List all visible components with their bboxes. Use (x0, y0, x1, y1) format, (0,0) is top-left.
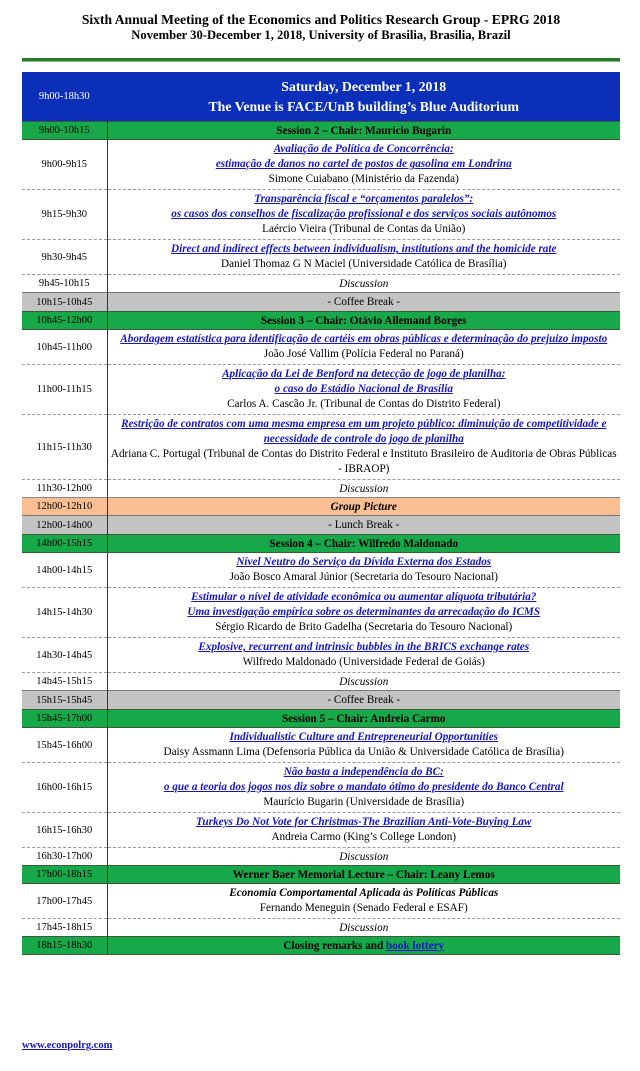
website-link[interactable]: www.econpolrg.com (22, 1040, 113, 1051)
session-row (22, 312, 620, 330)
discussion-label: Discussion (339, 675, 389, 688)
time-cell: 10h45-12h00 (22, 312, 107, 330)
discussion-label: Discussion (339, 277, 389, 290)
document-header (22, 12, 620, 43)
time-cell: 14h45-15h15 (22, 673, 107, 691)
talk-author: Daisy Assmann Lima (Defensoria Pública da União & Universidade Católica de Brasília) (163, 746, 564, 758)
paper-link[interactable]: Explosive, recurrent and intrinsic bubbles in the BRICS exchange rates (198, 641, 530, 653)
time-cell: 16h15-16h30 (22, 813, 107, 848)
paper-link[interactable]: Avaliação de Política de Concorrência: (273, 143, 454, 155)
time-cell: 15h45-17h00 (22, 710, 107, 728)
talk-cell (107, 588, 620, 638)
talk-author: Adriana C. Portugal (Tribunal de Contas do Distrito Federal e Instituto Brasileiro de Auditoria de Obras Públicas - IBRAOP) (110, 448, 617, 475)
discussion-row (22, 848, 620, 866)
talk-cell (107, 415, 620, 480)
discussion-label: Discussion (339, 850, 389, 863)
time-cell: 11h15-11h30 (22, 415, 107, 480)
time-cell: 9h45-10h15 (22, 275, 107, 293)
paper-link[interactable]: Aplicação da Lei de Benford na detecção de jogo de planilha: (222, 368, 506, 380)
paper-link[interactable]: Uma investigação empírica sobre os determinantes da arrecadação do ICMS (187, 606, 541, 618)
session-row (22, 710, 620, 728)
talk-row (22, 813, 620, 848)
time-cell: 18h15-18h30 (22, 937, 107, 955)
session-label: Session 4 – Chair: Wilfredo Maldonado (107, 535, 620, 553)
time-cell: 17h00-18h15 (22, 866, 107, 884)
paper-link[interactable]: o caso do Estádio Nacional de Brasília (274, 383, 453, 395)
talk-cell (107, 140, 620, 190)
talk-author: Laércio Vieira (Tribunal de Contas da União) (262, 223, 466, 235)
coffee-break-row (22, 691, 620, 710)
time-cell: 9h30-9h45 (22, 240, 107, 275)
time-cell: 10h15-10h45 (22, 293, 107, 312)
lunch-break-row (22, 516, 620, 535)
time-cell: 14h30-14h45 (22, 638, 107, 673)
session-row (22, 122, 620, 140)
paper-link[interactable]: Turkeys Do Not Vote for Christmas-The Brazilian Anti-Vote-Buying Law (196, 816, 532, 828)
closing-cell (107, 937, 620, 955)
discussion-row (22, 673, 620, 691)
paper-link[interactable]: Nível Neutro do Serviço da Dívida Externa dos Estados (236, 556, 492, 568)
talk-cell (107, 638, 620, 673)
session-label: Session 3 – Chair: Otávio Allemand Borges (107, 312, 620, 330)
time-cell: 12h00-14h00 (22, 516, 107, 535)
time-cell: 15h45-16h00 (22, 728, 107, 763)
talk-cell (107, 763, 620, 813)
talk-author: Andreia Carmo (King’s College London) (271, 831, 457, 843)
lecture-row (22, 866, 620, 884)
discussion-row (22, 919, 620, 937)
lecture-title: Economia Comportamental Aplicada às Políticas Públicas (229, 887, 499, 899)
talk-cell (107, 330, 620, 365)
talk-author: Fernando Meneguin (Senado Federal e ESAF) (259, 902, 468, 914)
day-header-row (22, 72, 620, 122)
discussion-row (22, 275, 620, 293)
paper-link[interactable]: Não basta a independência do BC: (283, 766, 444, 778)
day-title: Saturday, December 1, 2018 (281, 78, 447, 94)
group-picture-row (22, 498, 620, 516)
talk-row (22, 190, 620, 240)
time-cell: 11h00-11h15 (22, 365, 107, 415)
talk-row (22, 763, 620, 813)
time-cell: 9h00-9h15 (22, 140, 107, 190)
paper-link[interactable]: Estimular o nível de atividade econômica ou aumentar alíquota tributária? (191, 591, 537, 603)
time-cell: 16h30-17h00 (22, 848, 107, 866)
session-label: Session 5 – Chair: Andreia Carmo (107, 710, 620, 728)
discussion-row (22, 480, 620, 498)
time-cell: 9h00-10h15 (22, 122, 107, 140)
talk-row (22, 415, 620, 480)
talk-row (22, 140, 620, 190)
time-cell: 9h00-18h30 (22, 72, 107, 122)
schedule-table (22, 72, 620, 955)
talk-author: Maurício Bugarin (Universidade de Brasília) (263, 796, 465, 808)
paper-link[interactable]: Transparência fiscal e “orçamentos paralelos”: (254, 193, 474, 205)
footer (22, 1040, 112, 1051)
talk-cell (107, 365, 620, 415)
talk-cell (107, 190, 620, 240)
paper-link[interactable]: estimação de danos no cartel de postos de gasolina em Londrina (215, 158, 512, 170)
talk-author: João José Vallim (Polícia Federal no Paraná) (263, 348, 464, 360)
talk-cell (107, 813, 620, 848)
talk-cell (107, 553, 620, 588)
time-cell: 17h45-18h15 (22, 919, 107, 937)
coffee-break-row (22, 293, 620, 312)
day-header (107, 72, 620, 122)
book-lottery-link[interactable]: book lottery (386, 939, 445, 952)
time-cell: 16h00-16h15 (22, 763, 107, 813)
time-cell: 12h00-12h10 (22, 498, 107, 516)
talk-row (22, 638, 620, 673)
time-cell: 11h30-12h00 (22, 480, 107, 498)
discussion-label: Discussion (339, 921, 389, 934)
time-cell: 15h15-15h45 (22, 691, 107, 710)
paper-link[interactable]: Direct and indirect effects between individualism, institutions and the homicide rate (171, 243, 557, 255)
header-divider (22, 58, 620, 62)
venue-text: The Venue is FACE/UnB building’s Blue Auditorium (208, 98, 520, 114)
paper-link[interactable]: Individualistic Culture and Entrepreneurial Opportunities (229, 731, 499, 743)
session-row (22, 535, 620, 553)
break-label: - Coffee Break - (107, 691, 620, 710)
group-picture-label: Group Picture (107, 498, 620, 516)
discussion-label: Discussion (339, 482, 389, 495)
closing-label: Closing remarks and (283, 939, 387, 952)
time-cell: 14h00-15h15 (22, 535, 107, 553)
talk-author: Simone Cuiabano (Ministério da Fazenda) (268, 173, 459, 185)
break-label: - Lunch Break - (107, 516, 620, 535)
talk-author: Carlos A. Cascão Jr. (Tribunal de Contas do Distrito Federal) (227, 398, 501, 410)
time-cell: 14h00-14h15 (22, 553, 107, 588)
lecture-label: Werner Baer Memorial Lecture – Chair: Leany Lemos (107, 866, 620, 884)
time-cell: 10h45-11h00 (22, 330, 107, 365)
talk-row (22, 728, 620, 763)
time-cell: 9h15-9h30 (22, 190, 107, 240)
paper-link[interactable]: o que a teoria dos jogos nos diz sobre o mandato ótimo do presidente do Banco Central (163, 781, 564, 793)
talk-cell (107, 884, 620, 919)
talk-author: Daniel Thomaz G N Maciel (Universidade Católica de Brasília) (220, 258, 507, 270)
talk-cell (107, 728, 620, 763)
talk-row (22, 553, 620, 588)
paper-link[interactable]: os casos dos conselhos de fiscalização profissional e dos serviços sociais autônomos (171, 208, 557, 220)
talk-author: Sérgio Ricardo de Brito Gadelha (Secretaria do Tesouro Nacional) (215, 621, 513, 633)
time-cell: 17h00-17h45 (22, 884, 107, 919)
document-title: Sixth Annual Meeting of the Economics and Politics Research Group - EPRG 2018 (81, 12, 561, 27)
break-label: - Coffee Break - (107, 293, 620, 312)
talk-row (22, 588, 620, 638)
talk-row (22, 365, 620, 415)
talk-author: João Bosco Amaral Júnior (Secretaria do Tesouro Nacional) (229, 571, 498, 583)
talk-row (22, 240, 620, 275)
talk-cell (107, 240, 620, 275)
closing-row (22, 937, 620, 955)
time-cell: 14h15-14h30 (22, 588, 107, 638)
session-label: Session 2 – Chair: Maurício Bugarin (107, 122, 620, 140)
talk-row (22, 884, 620, 919)
talk-author: Wilfredo Maldonado (Universidade Federal de Goiás) (242, 656, 485, 668)
talk-row (22, 330, 620, 365)
document-subtitle: November 30-December 1, 2018, University of Brasilia, Brasilia, Brazil (131, 28, 511, 42)
paper-link[interactable]: Restrição de contratos com uma mesma empresa em um projeto público: diminuição de competitividade e necessidade de controle do jogo de planilha (121, 418, 607, 445)
paper-link[interactable]: Abordagem estatística para identificação de cartéis em obras públicas e determinação do prejuizo imposto (120, 333, 608, 345)
